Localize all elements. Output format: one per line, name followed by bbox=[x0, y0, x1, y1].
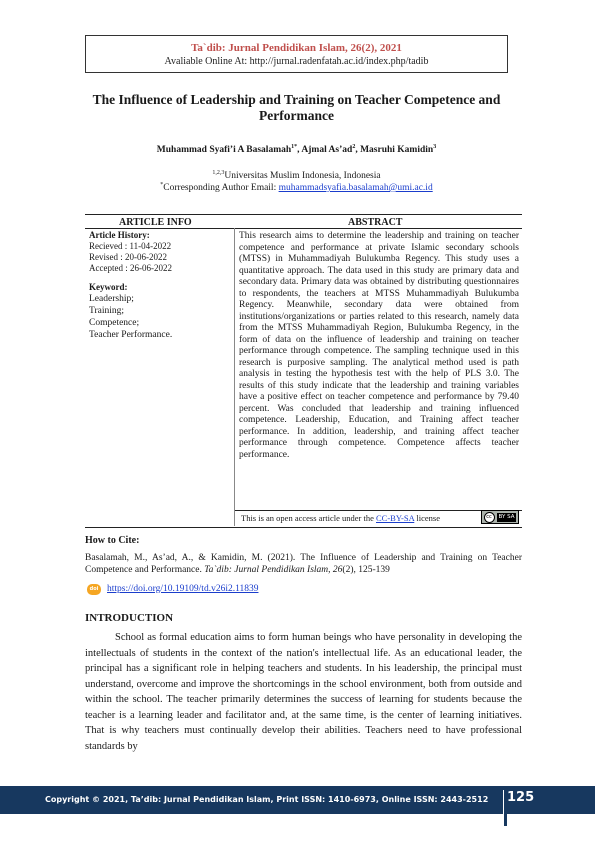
footer-copyright: Copyright © 2021, Ta’dib: Jurnal Pendidikan Islam, Print ISSN: 1410-6973, Online ISSN: 2443-2512 bbox=[45, 795, 489, 804]
article-info-header: ARTICLE INFO bbox=[119, 217, 192, 228]
journal-header-box bbox=[85, 35, 508, 73]
author-2: Ajmal As’ad bbox=[301, 145, 353, 155]
corresponding-label: Corresponding Author Email: bbox=[163, 183, 279, 193]
keyword-label: Keyword: bbox=[89, 282, 128, 292]
cc-icon: cc bbox=[484, 512, 495, 523]
article-info-column bbox=[89, 230, 229, 341]
journal-name: Ta`dib: Jurnal Pendidikan Islam, 26(2), 2021 bbox=[191, 42, 402, 54]
received-date: Recieved : 11-04-2022 bbox=[89, 241, 172, 251]
license-line bbox=[241, 513, 440, 523]
corresponding-sup: * bbox=[160, 181, 164, 188]
citation-issue: (2), 125-139 bbox=[342, 565, 390, 575]
history-label: Article History: bbox=[89, 230, 150, 240]
author-2-sup: 2 bbox=[352, 143, 356, 150]
cc-license-badge-icon[interactable] bbox=[481, 510, 519, 524]
doi-line bbox=[107, 584, 258, 594]
author-3-sup: 3 bbox=[433, 143, 437, 150]
citation-text bbox=[85, 552, 522, 576]
keyword-item: Competence; bbox=[89, 318, 140, 328]
introduction-paragraph: School as formal education aims to form human beings who have personality in developing the intellectuals of students in the context of the nation's intellectual life. As an educational leader, the principal has a significant role in helping teachers and students. In his leadership, the principal must understand, overcome and improve the shortcomings in the school environment, both from outside and within the school. The teacher primarily determines the success of learning for students because the teacher is a learning leader and facilitator and, at the same time, is the center of learning initiatives. That is why teachers must continually develop their abilities. Teachers need to have professional standards by bbox=[85, 632, 522, 752]
cc-by-sa-link[interactable]: CC-BY-SA bbox=[376, 513, 415, 523]
keyword-item: Training; bbox=[89, 306, 125, 316]
revised-date: Revised : 20-06-2022 bbox=[89, 252, 167, 262]
how-to-cite-label: How to Cite: bbox=[85, 535, 140, 546]
abstract-text: This research aims to determine the leadership and training on teacher competence and performance at private Islamic secondary schools (MTSS) in Muhammadiyah Bulukumba Regency. This study uses a quantitative approach. The data used in this study are primary data and secondary data. Primary data was obtained by distributing questionnaires to respondents, the teachers at MTSS Muhammadiyah Bulukumba Regency. Meanwhile, secondary data were obtained from institutions/organizations or parties related to this research, namely data from the MTSS Muhammadiyah Region, Bulukumba Regency, in the form of data on the influence of leadership and training on teacher performance through competence. The sampling technique used in this research is purposive sampling. The analytical method used is path analysis in testing the hypothesis test with the help of PLS 3.0. The results of this study indicate that the leadership and training variables have a positive effect on teacher competence and performance by 79.40 percent. Was concluded that leadership and training influenced competence. Leadership, Education, and Training affect teacher performance. In addition, leadership, and training affect teacher performance through competence. Competence affects teacher performance. bbox=[239, 231, 519, 460]
author-1: Muhammad Syafi’i A Basalamah bbox=[156, 145, 292, 155]
affiliation-block bbox=[85, 170, 508, 194]
author-1-sup: 1* bbox=[291, 143, 298, 150]
affiliation-sup: 1,2,3 bbox=[212, 169, 225, 176]
citation-start: Basalamah, M., As’ad, A., & Kamidin, M. (2021). The Influence of Leadership and Training on Teacher Competence and Performance. bbox=[85, 553, 522, 575]
paper-title: The Influence of Leadership and Training on Teacher Competence and Performance bbox=[92, 92, 501, 123]
keyword-item: Leadership; bbox=[89, 294, 134, 304]
table-header-rule bbox=[85, 228, 522, 229]
author-list: Muhammad Syafi’i A Basalamah$^{1*}$, Ajmal $As’ad^2$, Masruhi Kamidin$^3$ bbox=[156, 143, 437, 155]
by-sa-icon: BY SA bbox=[498, 513, 515, 520]
license-rule bbox=[235, 510, 522, 511]
abstract-header: ABSTRACT bbox=[348, 217, 403, 228]
accepted-date: Accepted : 26-06-2022 bbox=[89, 263, 172, 273]
license-suffix: license bbox=[414, 513, 441, 523]
keyword-item: Teacher Performance. bbox=[89, 330, 173, 340]
introduction-heading: INTRODUCTION bbox=[85, 612, 174, 624]
author-3: Masruhi Kamidin bbox=[360, 145, 434, 155]
table-bottom-rule bbox=[85, 527, 522, 528]
column-divider bbox=[234, 228, 235, 526]
journal-availability: Avaliable Online At: http://jurnal.radenfatah.ac.id/index.php/tadib bbox=[164, 56, 429, 67]
citation-journal: Ta`dib: Jurnal Pendidikan Islam, 26 bbox=[204, 565, 343, 575]
corresponding-email-link[interactable]: muhammadsyafia.basalamah@umi.ac.id bbox=[278, 183, 433, 193]
table-top-rule bbox=[85, 214, 522, 215]
affiliation-university: Universitas Muslim Indonesia, Indonesia bbox=[224, 171, 381, 181]
doi-icon: doi bbox=[87, 584, 101, 595]
license-prefix: This is an open access article under the bbox=[241, 513, 377, 523]
doi-link[interactable]: https://doi.org/10.19109/td.v26i2.11839 bbox=[107, 584, 259, 594]
page-number: 125 bbox=[507, 790, 535, 805]
